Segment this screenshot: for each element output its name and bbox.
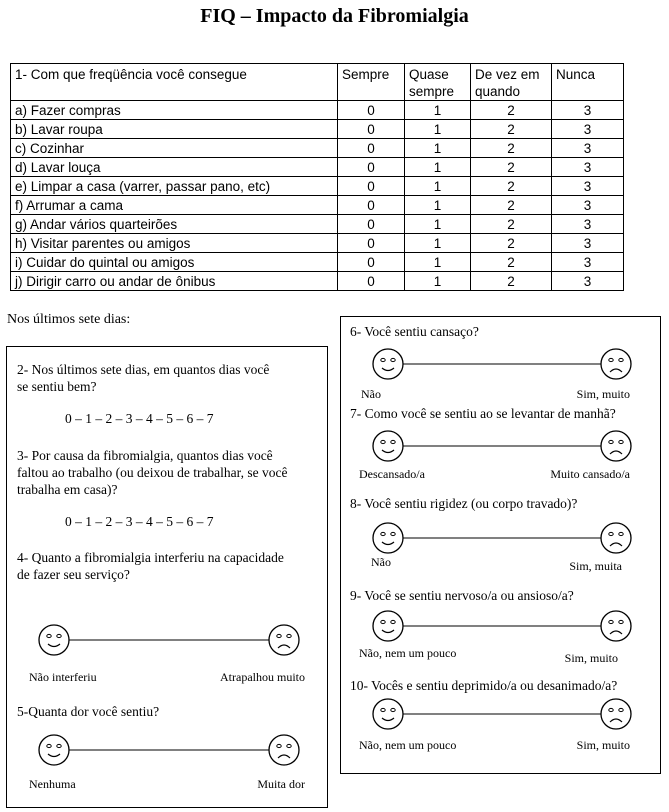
table-row: [11, 139, 624, 158]
right-questions-box: [340, 316, 661, 774]
question-4-left-label: Não interferiu: [29, 670, 97, 684]
row-label: h) Visitar parentes ou amigos: [11, 234, 338, 253]
row-label: a) Fazer compras: [11, 101, 338, 120]
question-3-line-3: trabalha em casa)?: [17, 482, 118, 497]
score-cell[interactable]: 3: [552, 120, 624, 139]
table-row: [11, 196, 624, 215]
smiley-face-icon: [373, 349, 403, 379]
score-cell[interactable]: 3: [552, 215, 624, 234]
table-row: [11, 234, 624, 253]
question-2-line-1: 2- Nos últimos sete dias, em quantos dias você: [17, 362, 270, 377]
table-row: [11, 272, 624, 291]
question-10-scale[interactable]: [372, 697, 632, 731]
question-5: [17, 703, 159, 720]
score-cell[interactable]: 1: [405, 120, 471, 139]
question-10-right-label: Sim, muito: [576, 738, 630, 752]
question-7-scale[interactable]: [372, 429, 632, 463]
table-row: [11, 215, 624, 234]
score-cell[interactable]: 2: [471, 215, 552, 234]
question-6: 6- Você sentiu cansaço?: [350, 324, 479, 339]
question-6-left-label: Não: [361, 387, 381, 401]
score-cell[interactable]: 1: [405, 196, 471, 215]
header-devez-line-1: De vez em: [475, 67, 540, 82]
score-cell[interactable]: 2: [471, 139, 552, 158]
score-cell[interactable]: 1: [405, 177, 471, 196]
score-cell[interactable]: 2: [471, 272, 552, 291]
question-4: [17, 549, 284, 583]
question-8-right-label: Sim, muita: [569, 559, 622, 573]
table-row: [11, 101, 624, 120]
table-row: [11, 253, 624, 272]
header-quase-line-1: Quase: [409, 67, 449, 82]
table-header-row: [11, 64, 624, 101]
row-label: c) Cozinhar: [11, 139, 338, 158]
sad-face-icon: [269, 735, 299, 765]
question-4-scale[interactable]: [38, 623, 300, 657]
question-2: [17, 361, 269, 395]
header-devez-line-2: quando: [475, 84, 521, 99]
header-question: 1- Com que freqüência você consegue: [11, 64, 338, 101]
question-4-right-label: Atrapalhou muito: [220, 670, 305, 684]
row-label: g) Andar vários quarteirões: [11, 215, 338, 234]
question-3-line-1: 3- Por causa da fibromialgia, quantos dias você: [17, 448, 273, 463]
question-7-left-label: Descansado/a: [359, 467, 425, 481]
score-cell[interactable]: 0: [338, 177, 405, 196]
score-cell[interactable]: 0: [338, 120, 405, 139]
question-2-line-2: se sentiu bem?: [17, 379, 97, 394]
score-cell[interactable]: 0: [338, 253, 405, 272]
question-8: 8- Você sentiu rigidez (ou corpo travado)?: [350, 496, 578, 511]
header-de-vez-em-quando: [471, 64, 552, 101]
score-cell[interactable]: 2: [471, 177, 552, 196]
question-5-line-1: 5-Quanta dor você sentiu?: [17, 704, 160, 719]
question-4-line-2: de fazer seu serviço?: [17, 567, 130, 582]
question-9-left-label: Não, nem um pouco: [359, 646, 457, 660]
score-cell[interactable]: 0: [338, 234, 405, 253]
score-cell[interactable]: 3: [552, 101, 624, 120]
score-cell[interactable]: 1: [405, 253, 471, 272]
score-cell[interactable]: 0: [338, 101, 405, 120]
question-6-scale[interactable]: [372, 347, 632, 381]
sad-face-icon: [601, 431, 631, 461]
sad-face-icon: [601, 611, 631, 641]
smiley-face-icon: [373, 523, 403, 553]
smiley-face-icon: [39, 735, 69, 765]
row-label: d) Lavar louça: [11, 158, 338, 177]
score-cell[interactable]: 3: [552, 196, 624, 215]
question-10: 10- Vocês e sentiu deprimido/a ou desanimado/a?: [350, 678, 618, 693]
row-label: j) Dirigir carro ou andar de ônibus: [11, 272, 338, 291]
score-cell[interactable]: 2: [471, 234, 552, 253]
header-nunca: Nunca: [552, 64, 624, 101]
question-5-scale[interactable]: [38, 733, 300, 767]
score-cell[interactable]: 1: [405, 215, 471, 234]
frequency-table: [10, 63, 624, 291]
score-cell[interactable]: 2: [471, 158, 552, 177]
smiley-face-icon: [373, 611, 403, 641]
score-cell[interactable]: 3: [552, 158, 624, 177]
score-cell[interactable]: 0: [338, 158, 405, 177]
sad-face-icon: [269, 625, 299, 655]
table-row: [11, 158, 624, 177]
score-cell[interactable]: 1: [405, 101, 471, 120]
score-cell[interactable]: 3: [552, 234, 624, 253]
score-cell[interactable]: 1: [405, 139, 471, 158]
row-label: f) Arrumar a cama: [11, 196, 338, 215]
score-cell[interactable]: 1: [405, 272, 471, 291]
period-label: Nos últimos sete dias:: [7, 312, 131, 327]
sad-face-icon: [601, 523, 631, 553]
row-label: e) Limpar a casa (varrer, passar pano, etc): [11, 177, 338, 196]
question-5-left-label: Nenhuma: [29, 777, 76, 791]
score-cell[interactable]: 0: [338, 196, 405, 215]
row-label: b) Lavar roupa: [11, 120, 338, 139]
question-9: 9- Você se sentiu nervoso/a ou ansioso/a?: [350, 588, 574, 603]
header-sempre: Sempre: [338, 64, 405, 101]
score-cell[interactable]: 3: [552, 253, 624, 272]
score-cell[interactable]: 2: [471, 253, 552, 272]
smiley-face-icon: [39, 625, 69, 655]
score-cell[interactable]: 0: [338, 272, 405, 291]
score-cell[interactable]: 2: [471, 101, 552, 120]
question-6-right-label: Sim, muito: [576, 387, 630, 401]
score-cell[interactable]: 3: [552, 272, 624, 291]
question-7-right-label: Muito cansado/a: [550, 467, 630, 481]
row-label: i) Cuidar do quintal ou amigos: [11, 253, 338, 272]
page-title: FIQ – Impacto da Fibromialgia: [200, 5, 469, 27]
score-cell[interactable]: 0: [338, 139, 405, 158]
question-7: 7- Como você se sentiu ao se levantar de manhã?: [350, 406, 616, 421]
question-3-days-scale[interactable]: 0 – 1 – 2 – 3 – 4 – 5 – 6 – 7: [65, 514, 214, 529]
left-questions-box: [6, 346, 328, 808]
question-2-days-scale[interactable]: 0 – 1 – 2 – 3 – 4 – 5 – 6 – 7: [65, 411, 214, 426]
question-10-left-label: Não, nem um pouco: [359, 738, 457, 752]
sad-face-icon: [601, 699, 631, 729]
table-row: [11, 120, 624, 139]
header-quase-sempre: [405, 64, 471, 101]
score-cell[interactable]: 2: [471, 196, 552, 215]
question-5-right-label: Muita dor: [257, 777, 305, 791]
smiley-face-icon: [373, 431, 403, 461]
score-cell[interactable]: 2: [471, 120, 552, 139]
header-quase-line-2: sempre: [409, 84, 455, 99]
score-cell[interactable]: 0: [338, 215, 405, 234]
table-row: [11, 177, 624, 196]
score-cell[interactable]: 3: [552, 177, 624, 196]
question-8-left-label: Não: [371, 555, 391, 569]
score-cell[interactable]: 1: [405, 234, 471, 253]
question-9-right-label: Sim, muito: [564, 651, 618, 665]
question-8-scale[interactable]: [372, 521, 632, 555]
question-9-scale[interactable]: [372, 609, 632, 643]
question-3-line-2: faltou ao trabalho (ou deixou de trabalhar, se você: [17, 465, 288, 480]
smiley-face-icon: [373, 699, 403, 729]
sad-face-icon: [601, 349, 631, 379]
question-4-line-1: 4- Quanto a fibromialgia interferiu na capacidade: [17, 550, 284, 565]
score-cell[interactable]: 1: [405, 158, 471, 177]
question-3: [17, 447, 287, 498]
score-cell[interactable]: 3: [552, 139, 624, 158]
